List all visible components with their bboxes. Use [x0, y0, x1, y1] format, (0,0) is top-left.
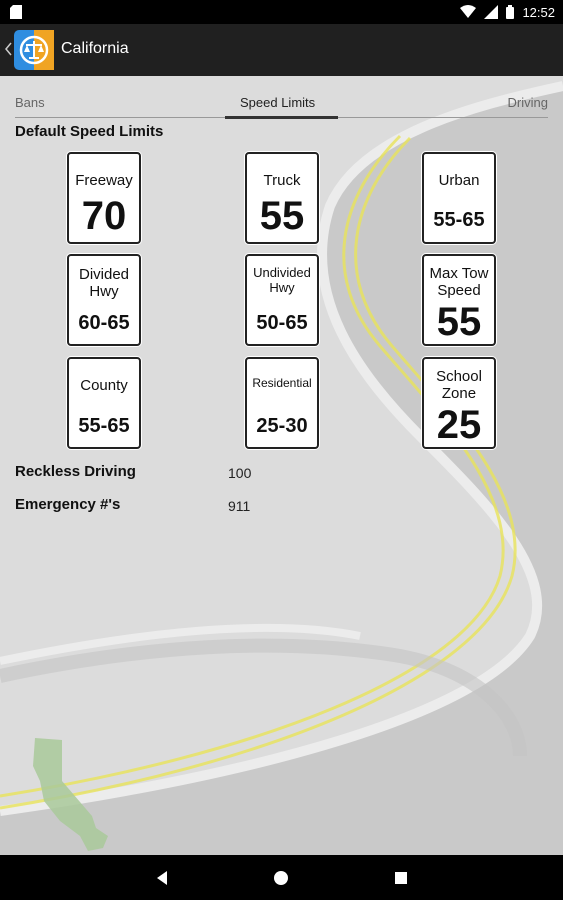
nav-bar [0, 855, 563, 900]
app-bar [0, 24, 563, 76]
sign-value: 50-65 [256, 312, 308, 334]
sign-label: School Zone [436, 368, 482, 402]
battery-icon [506, 5, 514, 19]
sign-undivided-hwy [245, 254, 319, 346]
tab-bans[interactable]: Bans [15, 95, 45, 110]
status-bar [0, 0, 563, 24]
sign-label: Residential [252, 376, 312, 390]
app-logo-icon[interactable] [14, 30, 54, 70]
status-bar-right [460, 3, 555, 21]
sign-label: Freeway [75, 172, 133, 189]
sign-label: Urban [438, 172, 480, 189]
back-arrow-icon[interactable] [3, 39, 13, 59]
sign-label: Undivided Hwy [253, 265, 311, 295]
reckless-driving-label: Reckless Driving [15, 463, 136, 480]
sign-value: 55 [436, 300, 482, 344]
page-title: California [61, 40, 129, 57]
sign-label: Truck [263, 172, 301, 189]
sign-truck [245, 152, 319, 244]
emergency-label: Emergency #'s [15, 496, 121, 513]
sign-value: 55-65 [433, 209, 485, 231]
sign-label: County [80, 377, 128, 394]
status-time: 12:52 [522, 4, 555, 20]
sign-value: 70 [81, 194, 127, 238]
sign-value: 55-65 [78, 415, 130, 437]
nav-recents-icon[interactable] [390, 867, 412, 889]
sign-value: 25 [436, 403, 482, 447]
cell-signal-icon [484, 5, 498, 19]
section-title: Default Speed Limits [15, 123, 164, 140]
sign-label: Max Tow Speed [429, 265, 489, 299]
sign-freeway [67, 152, 141, 244]
sign-max-tow-speed [422, 254, 496, 346]
sign-school-zone [422, 357, 496, 449]
wifi-icon [460, 5, 476, 19]
main-content [0, 76, 563, 855]
sign-value: 25-30 [256, 415, 308, 437]
tab-bar [0, 92, 563, 118]
sign-label: Divided Hwy [78, 266, 130, 300]
tab-active-indicator [225, 116, 338, 119]
sign-divided-hwy [67, 254, 141, 346]
sign-urban [422, 152, 496, 244]
sim-card-icon [10, 5, 22, 19]
tab-speed-limits[interactable]: Speed Limits [240, 95, 316, 110]
sign-value: 60-65 [78, 312, 130, 334]
sign-value: 55 [259, 194, 305, 238]
nav-home-icon[interactable] [270, 867, 292, 889]
reckless-driving-value: 100 [228, 465, 252, 481]
nav-back-icon[interactable] [151, 867, 173, 889]
sign-county [67, 357, 141, 449]
emergency-value: 911 [228, 498, 251, 514]
tab-driving[interactable]: Driving [507, 95, 548, 110]
sign-residential [245, 357, 319, 449]
